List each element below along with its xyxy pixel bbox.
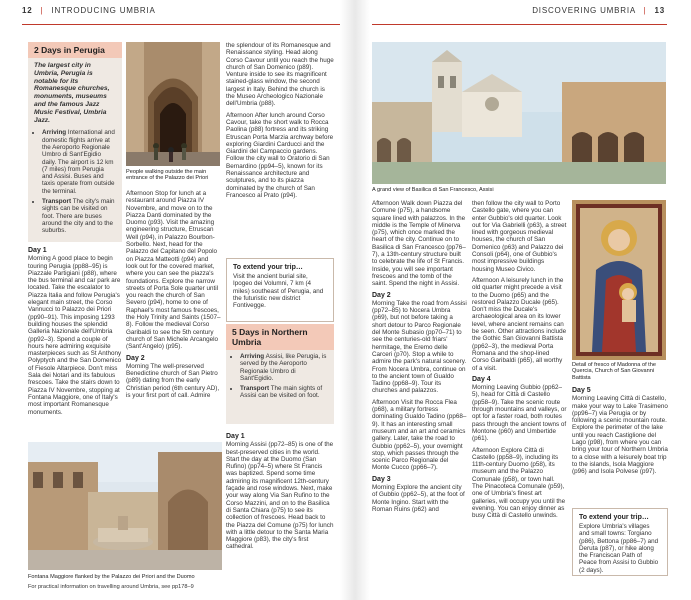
transport-label: Transport: [42, 198, 72, 206]
list-item: [240, 385, 328, 400]
northern-umbria-box: [226, 324, 334, 424]
list-item: [240, 353, 328, 382]
tip-text: Explore Umbria's villages and small towns: Torgiano (p86), Bettona (pp86–7) and Deruta (p87), or hike along the Franciscan Path of Peace from Assisi to Gubbio (2 days).: [579, 523, 659, 574]
perugia-col2: [126, 190, 221, 440]
transport-label: Transport: [240, 385, 270, 393]
paragraph: then follow the city wall to Porto Castello gate, where you can enter Gubbio's old quarter. Look out for Via Gabrielli (p63), a street lined with gorgeous medieval houses, the church of San Domenico (p63) and Palazzo dei Consoli (p64), one of Gubbio's most impressive buildings housing Museo Civico.: [472, 200, 567, 273]
header-separator: |: [643, 6, 647, 15]
paragraph: Afternoon Stop for lunch at a restaurant around Piazza IV Novembre, and move on to the Piazza Danti dominated by the Duomo (p93). Visit the amazing engineering structure, Etruscan Well (p94), in Palazzo Bourbon-Sorbello. Next, head for the Palazzo del Capitano del Popolo on Piazza Matteotti (p94) and look out for the covered market, where you can see the piazza's foundations. Explore the narrow streets of Porta Sole quarter until you reach the church of San Severo (p94), home to one of Raphael's most famous frescoes, the Holy Trinity and Saints (1507–8). Follow the medieval Corso Garibaldi to see the 5th century church of San Michele Arcangelo (Sant'Angelo) (p95).: [126, 190, 221, 351]
fresco-caption: Detail of fresco of Madonna of the Quercia, Church of San Giovanni Battista: [572, 362, 656, 381]
day-heading: Day 1: [226, 433, 245, 440]
tip-title: To extend your trip…: [233, 264, 303, 271]
tip-text: Visit the ancient burial site, Ipogeo dei Volumni, 7 km (4 miles) southeast of Perugia, and the futuristic new district Fontivegge.: [233, 273, 324, 310]
perugia-info-box: [28, 42, 122, 242]
arriving-text: International and domestic flights arrive at the Aeroporto Regionale Umbro di Sant'Egidio daily. The airport is 12 km (7 miles) from Perugia and Assisi. Buses and taxis operate from outside the terminal.: [42, 129, 115, 195]
day-heading: Day 5: [572, 387, 591, 394]
right-page-title: DISCOVERING UMBRIA: [532, 6, 636, 15]
fontana-caption: Fontana Maggiore flanked by the Palazzo dei Priori and the Duomo: [28, 574, 195, 580]
left-header-rule: [22, 24, 340, 25]
paragraph: Afternoon Walk down Piazza del Comune (p75), a handsome square lined with palazzos. In the middle is the Temple of Minerva (p75), which once marked the heart of the city. Continue on to Basilica di San Francesco (pp76–7), a 13th-century structure built to celebrate the life of St Francis. Inside, you will see important frescoes and the tomb of the saint. Spend the night in Assisi.: [372, 200, 466, 288]
paragraph: the splendour of its Romanesque and Renaissance styling. Head along Corso Cavour until you reach the huge church of San Domenico (p89). Venture inside to see its magnificent stained-glass window, the second largest in Italy. Behind the church is the Museo Archeologico Nazionale dell'Umbria (p88).: [226, 42, 334, 108]
list-item: [42, 198, 116, 234]
transport-text: The main sights of Assisi can be visited on foot.: [240, 385, 323, 400]
basilica-photo: [372, 42, 666, 184]
paragraph: Morning Leaving Città di Castello, make your way to Lake Trasimeno (pp96–7) via Perugia or by following a scenic mountain route. Explore the perimeter of the lake until you reach Castiglione del Lago (p98), from where you can bring your tour of Northern Umbria to a close with a leisurely boat trip to the islands, Isola Maggiore (p96) and Isola Polvese (p97).: [572, 395, 668, 476]
northern-day1-column: [226, 430, 334, 582]
day-heading: Day 4: [472, 375, 491, 383]
day-heading: Day 2: [372, 291, 391, 299]
palazzo-caption: People walking outside the main entrance of the Palazzo dei Priori: [126, 169, 209, 182]
arriving-label: Arriving: [42, 129, 67, 137]
fresco-illustration: [572, 200, 666, 360]
paragraph: Afternoon After lunch around Corso Cavour, take the short walk to Rocca Paolina (p88) fortress and its striking Etruscan Porta Marzia archway before exploring Giardini Carducci and the Giardini del Campaccio gardens. Follow the city wall to Oratorio di San Bernardino (pp94–5), known for its Renaissance architecture and sculptures, and to its piazza dominated by the church of San Francesco al Prato (p94).: [226, 111, 334, 199]
paragraph: Morning Assisi (pp72–85) is one of the best-preserved cities in the world. Start the day at the Duomo (San Rufino) (pp74–5) where St Francis was baptized. Spend some time admiring its magnificent 12th-century façade and rose windows. Next, make your way along Via San Rufino to the Corso Mazzini, and on to the Basilica di Santa Chiara (p75) to see its collection of frescoes. Head back to the Piazza del Comune (p75) for lunch with a little detour to the Santa Maria Maggiore (p83), the city's first cathedral.: [226, 441, 334, 551]
day-heading: Day 3: [372, 475, 391, 483]
left-page-number: 12: [22, 6, 33, 15]
extend-trip-tip-northern: [572, 508, 668, 576]
paragraph: Afternoon Explore Città di Castello (pp58–9), including its 11th-century Duomo (p58), its museum and the Palazzo Comunale (p58), or town hall. The Pinacoteca Comunale (p59), one of Umbria's finest art galleries, will occupy you until the evening. You can enjoy dinner as busy Città di Castello unwinds.: [472, 446, 566, 520]
day-heading: Day 2: [126, 354, 145, 362]
northern-col2: [372, 200, 467, 590]
arriving-label: Arriving: [240, 353, 265, 360]
fontana-maggiore-photo: [28, 442, 222, 570]
left-page-title: INTRODUCING UMBRIA: [51, 6, 156, 15]
perugia-box-list: [28, 129, 122, 234]
perugia-col3: [226, 42, 334, 252]
arriving-text: Assisi, like Perugia, is served by the Aeroporto Regionale Umbro di Sant'Egidio.: [240, 353, 327, 382]
paragraph: Morning Take the road from Assisi (pp72–85) to Nocera Umbra (p69), but not before taking a short detour to Parco Regionale del Monte Subasio (pp70–71) to see the centuries-old friars' hermitage, the Eremo delle Carceri (p70). Stop a while to admire the park's natural scenery. From Nocera Umbra, continue on to the ancient town of Gualdo Tadino (pp68–9). Tour its churches and palazzos.: [372, 299, 467, 395]
practical-info-footer: For practical information on travelling around Umbria, see pp178–9: [28, 584, 194, 590]
right-page-header: [532, 6, 665, 15]
tip-title: To extend your trip…: [579, 514, 649, 521]
paragraph: Morning A good place to begin touring Perugia (pp88–95) is Piazzale Partigiani (p88), where the bus terminal and car park are located. Take the escalator to Piazza Italia and follow Perugia's elegant main street, the Corso Vannucci to Palazzo dei Priori (pp90–91). This imposing 1293 building houses the splendid Galleria Nazionale dell'Umbria (pp92–3). Spend a couple of hours here admiring exquisite masterpieces such as St Anthony Polyptych and the San Domenico of Fiesole Altarpiece. Don't miss Sala dei Notari and its fabulous frescoes. Take the stairs down to Piazza IV Novembre, stopping at Fontana Maggiore, one of Italy's most important Romanesque monuments.: [28, 255, 122, 416]
palazzo-illustration: [126, 42, 220, 166]
page-gutter: [340, 0, 370, 600]
right-header-rule: [372, 24, 667, 25]
northern-box-title: 5 Days in Northern Umbria: [226, 324, 334, 350]
northern-col3: [472, 200, 567, 590]
basilica-caption: A grand view of Basilica di San Francesco, Assisi: [372, 187, 494, 193]
paragraph: Afternoon A leisurely lunch in the old quarter might precede a visit to the Duomo (p65) and the restored Palazzo Ducale (p65). Don't miss the Ducale's archaeological area on its lower level, where ancient remains can be seen. Other attractions include the Gothic San Giovanni Battista (pp62–3), the medieval Porta Romana and the shop-lined Corso Garibaldi (p65), all worthy of a visit.: [472, 276, 567, 372]
left-page-header: [22, 6, 156, 15]
perugia-box-title: 2 Days in Perugia: [28, 42, 122, 58]
perugia-day1-column: [28, 244, 122, 436]
northern-box-list: [226, 353, 334, 400]
perugia-box-intro: The largest city in Umbria, Perugia is notable for its Romanesque churches, monuments, museums and the famous Jazz Music Festival, Umbria Jazz.: [34, 62, 110, 124]
paragraph: Morning The well-preserved Benedictine church of San Pietro (p89) dating from the early Christian period (6th century AD), is your first port of call. Admire: [126, 362, 220, 400]
header-separator: |: [40, 6, 44, 15]
fresco-photo: [572, 200, 666, 360]
list-item: [42, 129, 116, 195]
paragraph: Afternoon Visit the Rocca Flea (p68), a military fortress dominating Gualdo Tadino (pp68–9). It has an interesting small museum and an art and ceramics gallery. Later, take the road to Gubbio (pp62–5), your overnight stop, which passes through the scenic Parco Regionale del Monte Cucco (pp66–7).: [372, 398, 467, 472]
paragraph: Morning Explore the ancient city of Gubbio (pp62–5), at the foot of Monte Ingino. Start with the Roman Ruins (p62) and: [372, 483, 465, 513]
extend-trip-tip-perugia: [226, 258, 334, 322]
palazzo-photo: [126, 42, 220, 166]
right-page-number: 13: [654, 6, 665, 15]
paragraph: Morning Leaving Gubbio (pp62–5), head for Città di Castello (pp58–9). Take the scenic route through mountains and valleys, or opt for a faster road, both routes pass through the ancient towns of Montone (p60) and Umbertide (p61).: [472, 384, 567, 443]
transport-text: The city's main sights can be visited on foot. There are buses around the city and to the suburbs.: [42, 198, 115, 235]
northern-col4: [572, 384, 668, 502]
basilica-illustration: [372, 42, 666, 184]
fontana-illustration: [28, 442, 222, 570]
day-heading: Day 1: [28, 247, 47, 254]
